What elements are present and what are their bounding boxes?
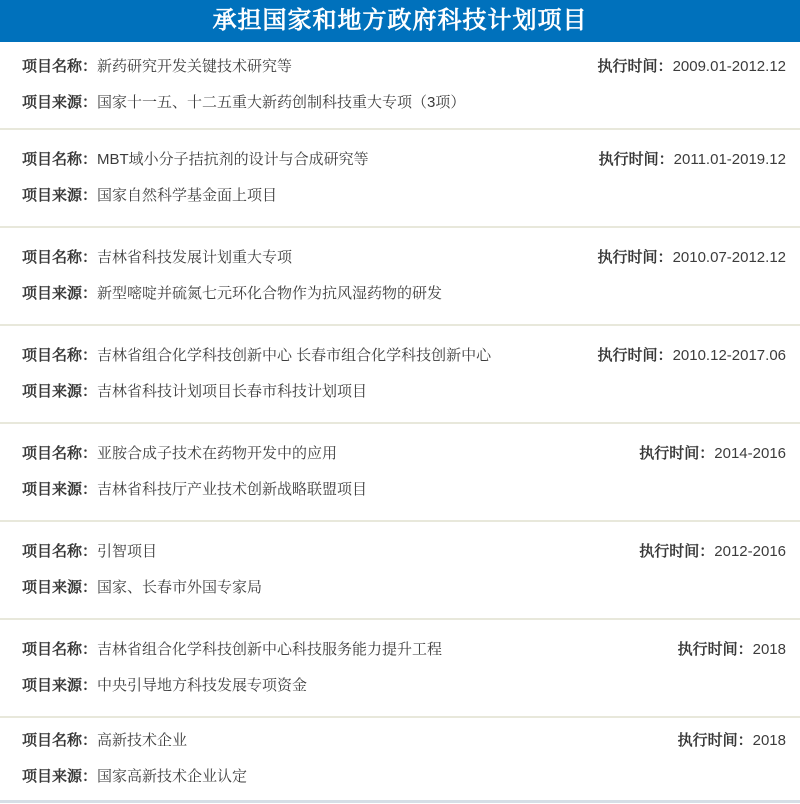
- project-row: [0, 228, 800, 326]
- project-name-group: [22, 731, 187, 751]
- project-source-value: 国家十一五、十二五重大新药创制科技重大专项（3项）: [97, 94, 466, 111]
- project-source-value: 吉林省科技厅产业技术创新战略联盟项目: [97, 481, 368, 498]
- project-name-value: 新药研究开发关键技术研究等: [97, 58, 293, 75]
- project-name-label: 项目名称：: [22, 543, 98, 560]
- execution-time-label: 执行时间：: [639, 543, 715, 560]
- project-source-value: 国家高新技术企业认定: [97, 768, 248, 785]
- project-row-line2: [22, 186, 786, 206]
- execution-time-value: 2018: [752, 732, 786, 749]
- execution-time-group: [599, 150, 786, 170]
- project-row-line2: [22, 767, 786, 787]
- project-list: [0, 42, 800, 800]
- execution-time-group: [598, 346, 786, 366]
- project-name-label: 项目名称：: [22, 347, 98, 364]
- project-row: [0, 522, 800, 620]
- project-name-label: 项目名称：: [22, 732, 98, 749]
- project-row-line2: [22, 676, 786, 696]
- project-name-value: 引智项目: [97, 543, 158, 560]
- section-title: 承担国家和地方政府科技计划项目: [212, 7, 588, 34]
- project-row-line2: [22, 578, 786, 598]
- project-name-group: [22, 640, 442, 660]
- execution-time-label: 执行时间：: [677, 732, 753, 749]
- bottom-divider: [0, 800, 800, 803]
- execution-time-label: 执行时间：: [598, 151, 674, 168]
- project-source-label: 项目来源：: [22, 481, 98, 498]
- execution-time-value: 2010.07-2012.12: [672, 249, 786, 266]
- execution-time-group: [598, 57, 786, 77]
- project-row: [0, 130, 800, 228]
- project-source-label: 项目来源：: [22, 579, 98, 596]
- execution-time-value: 2009.01-2012.12: [672, 58, 786, 75]
- project-name-label: 项目名称：: [22, 641, 98, 658]
- project-row-line1: [22, 731, 786, 751]
- project-row-line1: [22, 444, 786, 464]
- execution-time-value: 2010.12-2017.06: [672, 347, 786, 364]
- project-name-label: 项目名称：: [22, 249, 98, 266]
- project-row-line2: [22, 93, 786, 113]
- project-row-line1: [22, 346, 786, 366]
- project-source-value: 国家自然科学基金面上项目: [97, 187, 278, 204]
- execution-time-value: 2018: [752, 641, 786, 658]
- project-source-label: 项目来源：: [22, 768, 98, 785]
- execution-time-label: 执行时间：: [677, 641, 753, 658]
- project-name-label: 项目名称：: [22, 151, 98, 168]
- project-source-value: 吉林省科技计划项目长春市科技计划项目: [97, 383, 368, 400]
- project-row: [0, 326, 800, 424]
- project-source-label: 项目来源：: [22, 94, 98, 111]
- project-row-line1: [22, 150, 786, 170]
- project-row: [0, 424, 800, 522]
- execution-time-value: 2012-2016: [714, 543, 786, 560]
- project-name-group: [22, 248, 292, 268]
- project-row: [0, 620, 800, 718]
- project-name-group: [22, 346, 491, 366]
- execution-time-value: 2014-2016: [714, 445, 786, 462]
- project-name-group: [22, 150, 369, 170]
- project-row-line2: [22, 480, 786, 500]
- project-source-label: 项目来源：: [22, 187, 98, 204]
- project-name-value: MBT域小分子拮抗剂的设计与合成研究等: [97, 151, 369, 168]
- project-name-group: [22, 57, 292, 77]
- project-name-group: [22, 444, 337, 464]
- project-source-value: 中央引导地方科技发展专项资金: [97, 677, 308, 694]
- project-row-line1: [22, 542, 786, 562]
- execution-time-value: 2011.01-2019.12: [673, 151, 786, 168]
- project-row-line1: [22, 640, 786, 660]
- project-source-value: 新型嘧啶并硫氮七元环化合物作为抗风湿药物的研发: [97, 285, 443, 302]
- project-row: [0, 42, 800, 130]
- project-name-value: 吉林省科技发展计划重大专项: [97, 249, 293, 266]
- project-source-label: 项目来源：: [22, 677, 98, 694]
- execution-time-label: 执行时间：: [639, 445, 715, 462]
- execution-time-group: [678, 731, 786, 751]
- project-name-value: 吉林省组合化学科技创新中心 长春市组合化学科技创新中心: [97, 347, 492, 364]
- project-row-line1: [22, 57, 786, 77]
- project-name-value: 亚胺合成子技术在药物开发中的应用: [97, 445, 338, 462]
- execution-time-group: [678, 640, 786, 660]
- execution-time-label: 执行时间：: [597, 249, 673, 266]
- project-row-line1: [22, 248, 786, 268]
- execution-time-group: [598, 248, 786, 268]
- project-row-line2: [22, 284, 786, 304]
- project-name-value: 吉林省组合化学科技创新中心科技服务能力提升工程: [97, 641, 443, 658]
- project-row-line2: [22, 382, 786, 402]
- project-name-group: [22, 542, 157, 562]
- section-header: [0, 0, 800, 42]
- execution-time-group: [639, 444, 786, 464]
- project-name-label: 项目名称：: [22, 58, 98, 75]
- project-name-value: 高新技术企业: [97, 732, 188, 749]
- execution-time-label: 执行时间：: [597, 58, 673, 75]
- project-row: [0, 718, 800, 800]
- project-source-label: 项目来源：: [22, 383, 98, 400]
- project-source-label: 项目来源：: [22, 285, 98, 302]
- execution-time-group: [639, 542, 786, 562]
- project-source-value: 国家、长春市外国专家局: [97, 579, 263, 596]
- execution-time-label: 执行时间：: [597, 347, 673, 364]
- project-name-label: 项目名称：: [22, 445, 98, 462]
